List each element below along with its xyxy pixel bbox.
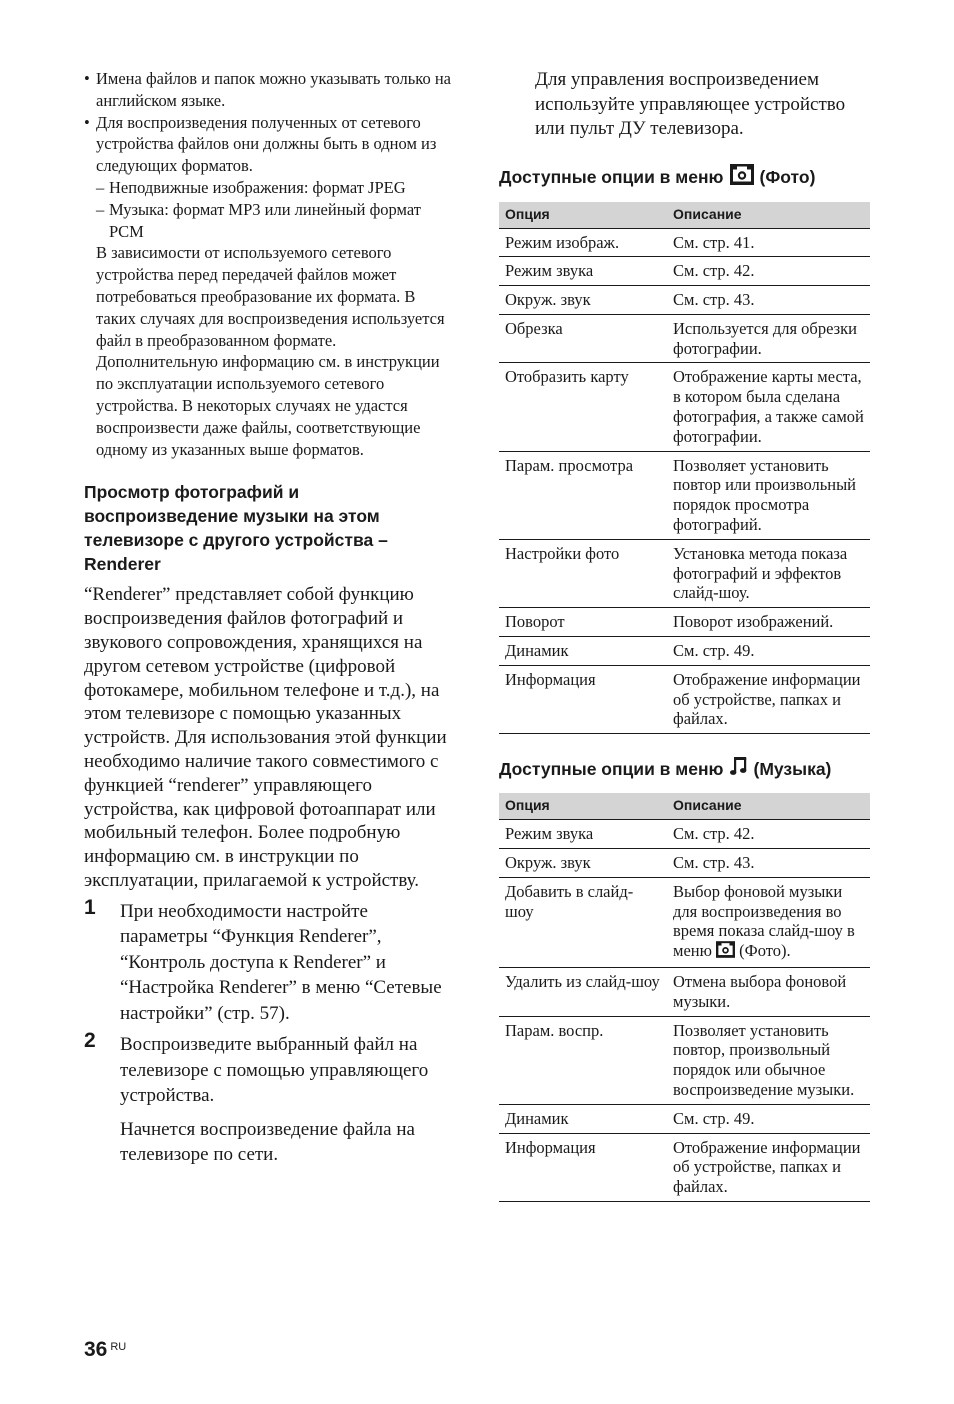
step-result: Начнется воспроизведение файла на телевизоре по сети. [120, 1118, 415, 1166]
table-row: Информация Отображение информации об устройстве, папках и файлах. [499, 665, 870, 733]
table-row: Поворот Поворот изображений. [499, 608, 870, 637]
column-header-description: Описание [667, 202, 870, 229]
camera-icon [730, 164, 754, 190]
table-row: Настройки фото Установка метода показа фотографий и эффектов слайд-шоу. [499, 539, 870, 607]
table-row: Добавить в слайд-шоу Выбор фоновой музыки для воспроизведения во время показа слайд-шоу в меню (Фото). [499, 877, 870, 967]
list-item: • Имена файлов и папок можно указывать только на английском языке. [84, 69, 451, 110]
column-header-option: Опция [499, 793, 667, 820]
table-row: Режим звука См. стр. 42. [499, 257, 870, 286]
music-note-icon [730, 756, 748, 781]
table-row: Информация Отображение информации об устройстве, папках и файлах. [499, 1133, 870, 1201]
format-note: В зависимости от используемого сетевого устройства перед передачей файлов может потребоваться преобразование их формата. В таких случаях для воспроизведения используется файл в преобразованном формате. Дополнительную информацию см. в инструкции по эксплуатации используемого сетевого устройства. В некоторых случаях не удастся воспроизвести даже файлы, соответствующие одному из указанных выше форматов. [96, 243, 445, 459]
step-number: 2 [84, 1029, 96, 1053]
page-number: 36 $^{RU}$ [84, 1338, 127, 1361]
column-header-description: Описание [667, 793, 870, 820]
photo-options-title: Доступные опции в меню (Фото) [499, 164, 870, 190]
step-text: При необходимости настройте параметры “Функция Renderer”, “Контроль доступа к Renderer” и “Настройка Renderer” в меню “Сетевые настройки” (стр. 57). [120, 900, 442, 1024]
right-column [499, 68, 870, 1202]
table-row: Парам. просмотра Позволяет установить повтор или произвольный порядок просмотра фотографий. [499, 451, 870, 539]
table-row: Динамик См. стр. 49. [499, 637, 870, 666]
step-text: Воспроизведите выбранный файл на телевизоре с помощью управляющего устройства. [120, 1034, 429, 1107]
music-options-table [499, 793, 870, 1202]
column-header-option: Опция [499, 202, 667, 229]
table-row: Окруж. звук См. стр. 43. [499, 849, 870, 878]
table-row: Режим изображ. См. стр. 41. [499, 228, 870, 257]
step-number: 1 [84, 895, 96, 919]
table-row: Обрезка Используется для обрезки фотографии. [499, 314, 870, 363]
table-row: Динамик См. стр. 49. [499, 1104, 870, 1133]
format-item-music: – Музыка: формат MP3 или линейный формат PCM [96, 199, 421, 241]
left-column [84, 68, 454, 1168]
section-heading: Просмотр фотографий и воспроизведение музыки на этом телевизоре с другого устройства – Renderer [84, 482, 388, 575]
music-options-title: Доступные опции в меню (Музыка) [499, 756, 870, 781]
table-row: Отобразить карту Отображение карты места, в котором была сделана фотография, а также самой фотографии. [499, 363, 870, 451]
camera-icon [716, 941, 735, 963]
table-header-row [499, 793, 870, 820]
table-row: Удалить из слайд-шоу Отмена выбора фоновой музыки. [499, 968, 870, 1017]
notes-list [84, 68, 454, 177]
control-note: Для управления воспроизведением используйте управляющее устройство или пульт ДУ телевизора. [535, 69, 846, 139]
table-row: Режим звука См. стр. 42. [499, 820, 870, 849]
table-row: Парам. воспр. Позволяет установить повтор, произвольный порядок или обычное воспроизведение музыки. [499, 1016, 870, 1104]
renderer-description: “Renderer” представляет собой функцию воспроизведения файлов фотографий и звукового сопровождения, хранящихся на другом сетевом устройстве (цифровой фотокамере, мобильном телефоне и т.д.), на этом телевизоре с помощью указанных устройств. Для использования этой функции необходимо наличие такого совместимого с функцией “renderer” управляющего устройства, как цифровой фотоаппарат или мобильный телефон. Более подробную информацию см. в инструкции по эксплуатации, прилагаемой к устройству. [84, 584, 447, 891]
format-item-photo: – Неподвижные изображения: формат JPEG [96, 177, 406, 197]
table-header-row [499, 202, 870, 229]
photo-options-table [499, 202, 870, 735]
step-2 [84, 1029, 454, 1168]
table-row: Окруж. звук См. стр. 43. [499, 286, 870, 315]
language-code: RU [110, 1341, 127, 1353]
step-1 [84, 895, 454, 1027]
list-item: • Для воспроизведения полученных от сетевого устройства файлов они должны быть в одном из следующих форматов. [84, 112, 437, 176]
